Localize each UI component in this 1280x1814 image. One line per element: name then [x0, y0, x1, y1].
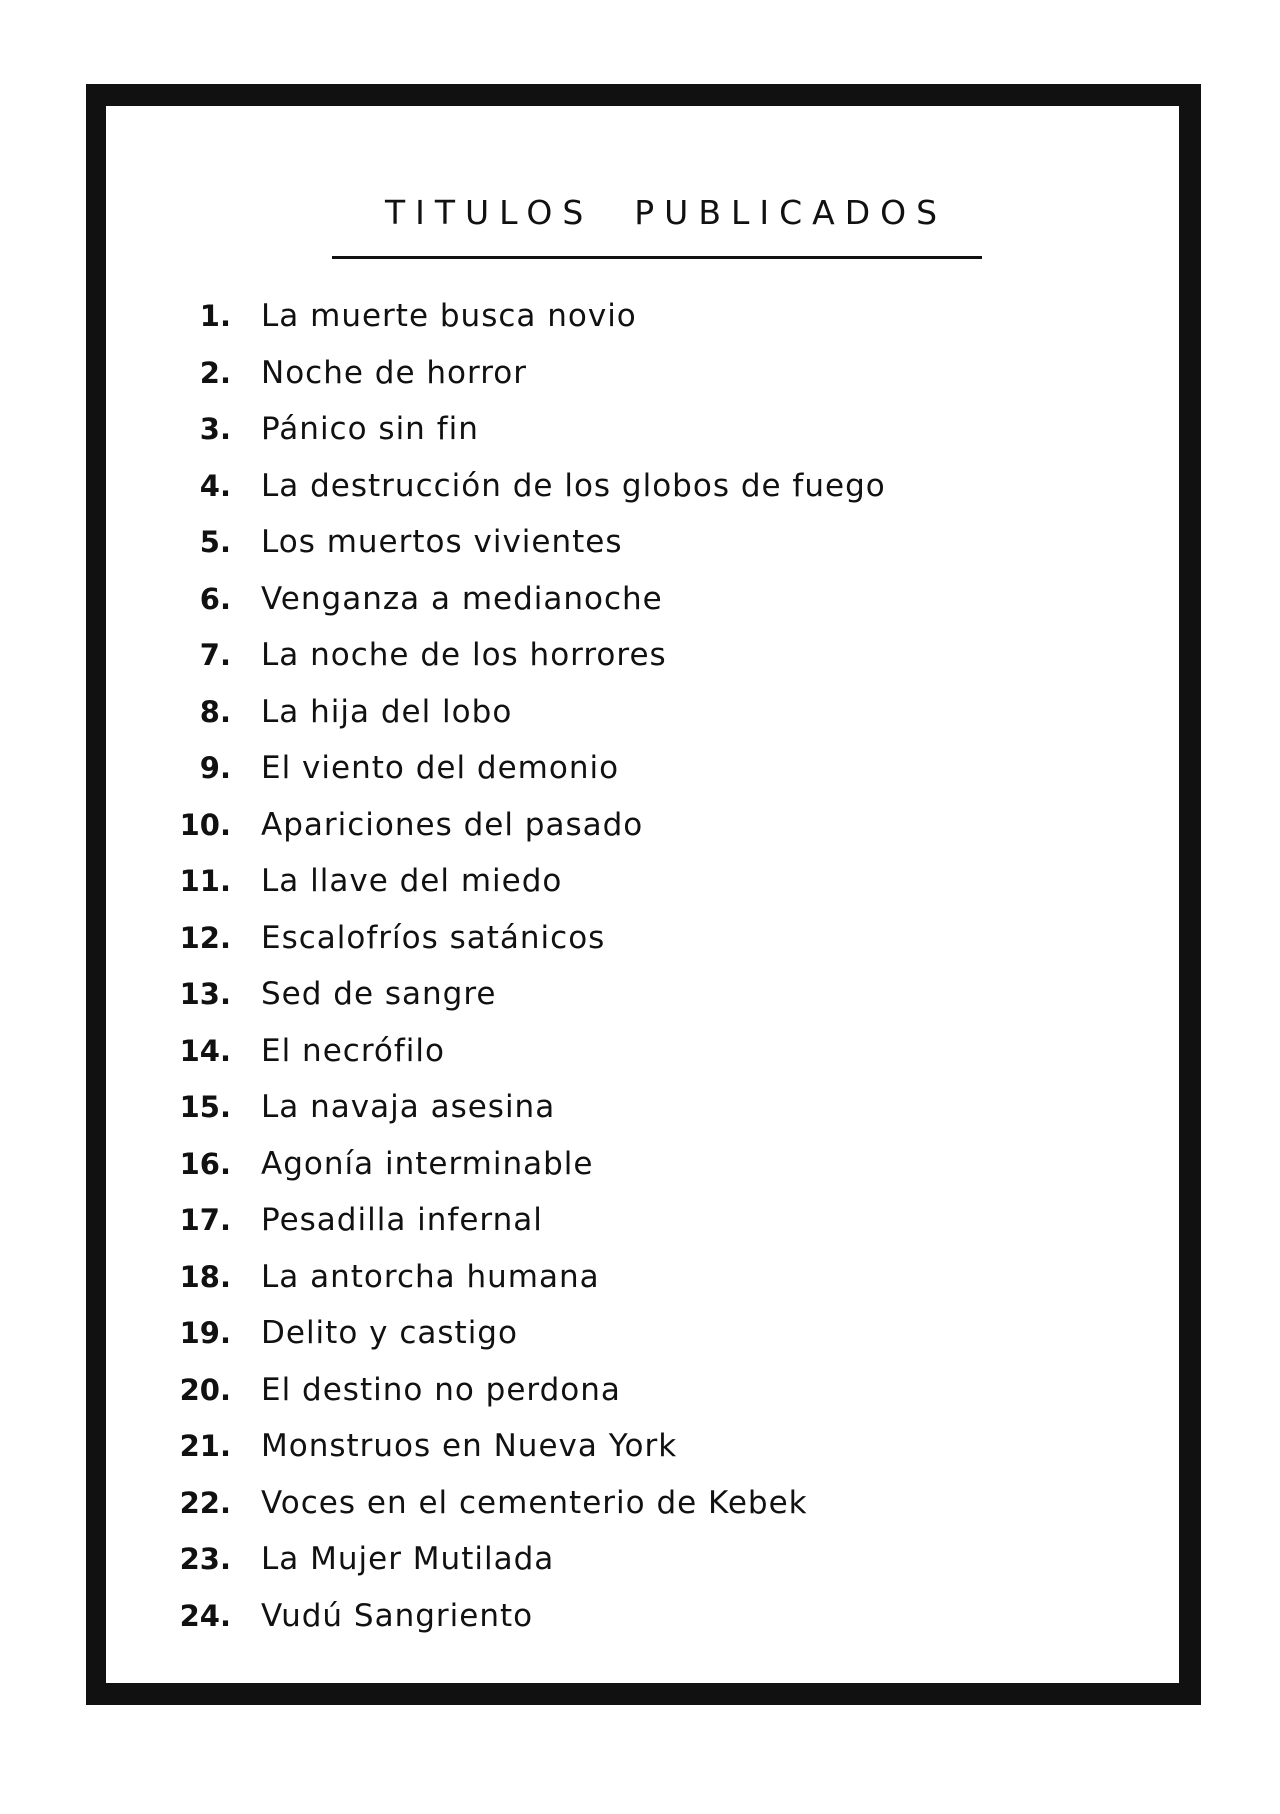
list-item	[106, 1023, 1106, 1080]
titles-list	[106, 288, 1106, 1644]
title-number: 17.	[179, 1203, 231, 1237]
list-item	[106, 966, 1106, 1023]
list-item	[106, 571, 1106, 628]
list-item	[106, 910, 1106, 967]
title-text: La destrucción de los globos de fuego	[261, 467, 886, 504]
list-item	[106, 401, 1106, 458]
title-text: Escalofríos satánicos	[261, 919, 606, 956]
list-item	[106, 1418, 1106, 1475]
title-number: 23.	[179, 1542, 231, 1576]
list-item	[106, 1588, 1106, 1645]
title-number: 12.	[179, 920, 231, 955]
title-text: Venganza a medianoche	[261, 580, 663, 617]
title-number: 16.	[179, 1146, 231, 1181]
title-number: 15.	[179, 1090, 231, 1124]
title-text: Sed de sangre	[261, 976, 497, 1012]
title-number: 5.	[199, 525, 231, 559]
page-frame	[86, 84, 1201, 1705]
title-text: Voces en el cementerio de Kebek	[261, 1484, 808, 1521]
title-number: 7.	[199, 638, 231, 672]
title-text: El viento del demonio	[261, 750, 620, 786]
title-text: Pesadilla infernal	[261, 1202, 543, 1238]
list-item	[106, 1249, 1106, 1306]
list-item	[106, 1136, 1106, 1193]
title-text: Agonía interminable	[261, 1145, 594, 1182]
title-text: Delito y castigo	[261, 1315, 518, 1351]
title-number: 3.	[199, 412, 231, 446]
title-text: La Mujer Mutilada	[261, 1541, 555, 1577]
list-item	[106, 288, 1106, 345]
title-number: 13.	[179, 977, 231, 1011]
title-number: 21.	[179, 1429, 231, 1463]
title-text: La llave del miedo	[261, 863, 563, 899]
title-text: La antorcha humana	[261, 1258, 600, 1295]
list-item	[106, 1362, 1106, 1419]
title-text: Los muertos vivientes	[261, 524, 623, 560]
title-number: 22.	[179, 1485, 231, 1520]
list-item	[106, 1192, 1106, 1249]
title-number: 20.	[179, 1372, 231, 1407]
list-item	[106, 514, 1106, 571]
title-number: 1.	[199, 299, 231, 333]
title-text: La noche de los horrores	[261, 637, 667, 673]
list-item	[106, 1305, 1106, 1362]
list-item	[106, 1475, 1106, 1532]
title-number: 2.	[199, 355, 231, 390]
title-number: 10.	[179, 807, 231, 842]
page-title: TITULOS PUBLICADOS	[384, 193, 948, 232]
title-text: Vudú Sangriento	[261, 1597, 534, 1634]
title-underline	[332, 256, 982, 259]
title-text: Monstruos en Nueva York	[261, 1428, 678, 1464]
title-number: 18.	[179, 1259, 231, 1294]
title-number: 19.	[179, 1316, 231, 1350]
list-item	[106, 1079, 1106, 1136]
title-number: 9.	[199, 751, 231, 785]
list-item	[106, 345, 1106, 402]
title-text: El destino no perdona	[261, 1371, 621, 1408]
title-number: 4.	[199, 468, 231, 503]
list-item	[106, 740, 1106, 797]
title-number: 8.	[199, 694, 231, 729]
title-text: La muerte busca novio	[261, 298, 637, 334]
title-text: La hija del lobo	[261, 693, 513, 730]
title-text: Noche de horror	[261, 354, 527, 391]
list-item	[106, 458, 1106, 515]
list-item	[106, 797, 1106, 854]
list-item	[106, 627, 1106, 684]
title-number: 14.	[179, 1033, 231, 1068]
list-item	[106, 684, 1106, 741]
title-number: 24.	[179, 1598, 231, 1633]
list-item	[106, 1531, 1106, 1588]
title-text: El necrófilo	[261, 1032, 445, 1069]
title-text: Pánico sin fin	[261, 411, 479, 447]
list-item	[106, 853, 1106, 910]
title-text: Apariciones del pasado	[261, 806, 644, 843]
title-number: 11.	[179, 864, 231, 898]
title-number: 6.	[199, 581, 231, 616]
title-text: La navaja asesina	[261, 1089, 556, 1125]
